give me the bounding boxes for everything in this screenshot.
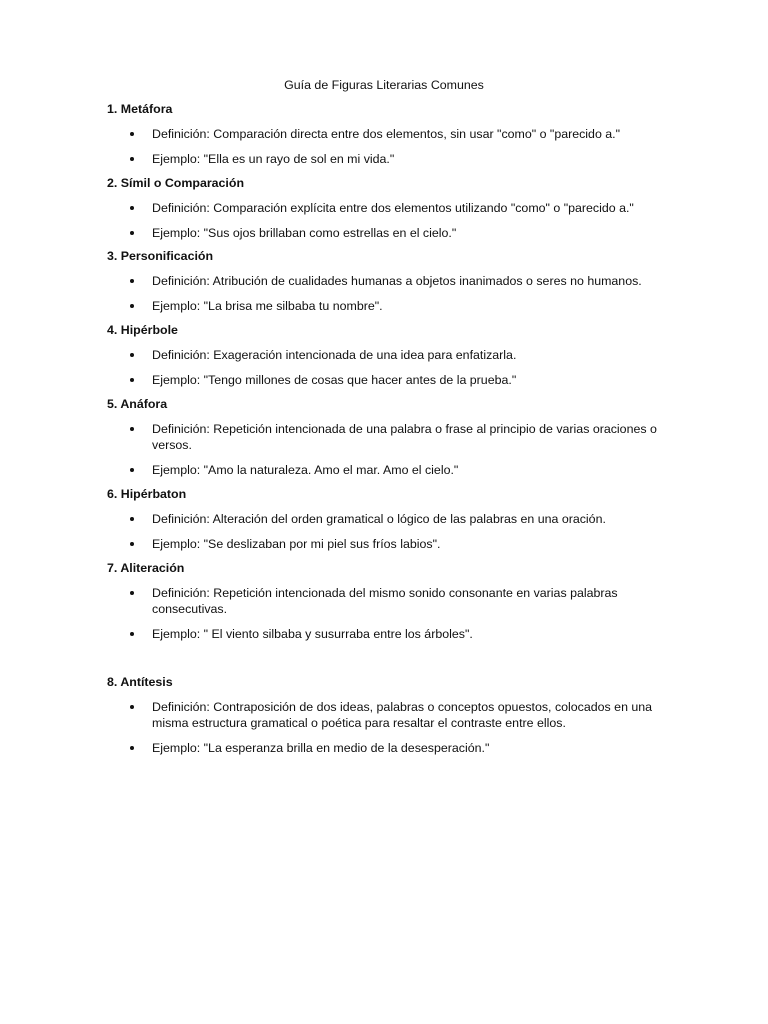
- definition-item: [107, 347, 677, 363]
- example-item: [107, 740, 677, 756]
- section-heading: 2. Símil o Comparación: [107, 176, 245, 190]
- bullet-list: [107, 585, 677, 642]
- section-antitesis: [107, 674, 677, 756]
- bullet-list: [107, 699, 677, 756]
- section-heading: 5. Anáfora: [107, 397, 168, 411]
- section-aliteracion: [107, 560, 677, 642]
- definition-item: [107, 511, 677, 527]
- example-item: [107, 536, 677, 552]
- section-personificacion: [107, 248, 677, 314]
- definition-text: Definición: Exageración intencionada de una idea para enfatizarla.: [152, 348, 517, 362]
- example-text: Ejemplo: " El viento silbaba y susurraba entre los árboles".: [152, 627, 473, 641]
- document-title: Guía de Figuras Literarias Comunes: [284, 78, 484, 92]
- bullet-list: [107, 273, 677, 314]
- definition-text: Definición: Repetición intencionada de una palabra o frase al principio de varias oraciones o versos.: [152, 422, 657, 452]
- section-heading: 7. Aliteración: [107, 561, 185, 575]
- example-item: [107, 462, 677, 478]
- section-hiperbaton: [107, 486, 677, 552]
- bullet-list: [107, 347, 677, 388]
- section-hiperbole: [107, 322, 677, 388]
- section-simil: [107, 175, 677, 241]
- example-item: [107, 298, 677, 314]
- definition-text: Definición: Repetición intencionada del mismo sonido consonante en varias palabras consecutivas.: [152, 586, 618, 616]
- definition-item: [107, 200, 677, 216]
- section-anafora: [107, 396, 677, 478]
- example-item: [107, 626, 677, 642]
- definition-text: Definición: Comparación directa entre dos elementos, sin usar "como" o "parecido a.": [152, 127, 621, 141]
- definition-item: [107, 421, 677, 453]
- section-heading: 6. Hipérbaton: [107, 487, 187, 501]
- bullet-list: [107, 511, 677, 552]
- definition-text: Definición: Comparación explícita entre dos elementos utilizando "como" o "parecido a.": [152, 201, 634, 215]
- definition-item: [107, 699, 677, 731]
- example-text: Ejemplo: "Amo la naturaleza. Amo el mar. Amo el cielo.": [152, 463, 459, 477]
- example-item: [107, 151, 677, 167]
- bullet-list: [107, 126, 677, 167]
- example-text: Ejemplo: "La esperanza brilla en medio de la desesperación.": [152, 741, 490, 755]
- example-text: Ejemplo: "La brisa me silbaba tu nombre".: [152, 299, 383, 313]
- definition-item: [107, 126, 677, 142]
- definition-text: Definición: Alteración del orden gramatical o lógico de las palabras en una oración.: [152, 512, 606, 526]
- example-text: Ejemplo: "Sus ojos brillaban como estrellas en el cielo.": [152, 226, 457, 240]
- section-metafora: [107, 101, 677, 167]
- definition-text: Definición: Atribución de cualidades humanas a objetos inanimados o seres no humanos.: [152, 274, 642, 288]
- section-heading: 1. Metáfora: [107, 102, 173, 116]
- definition-item: [107, 273, 677, 289]
- example-item: [107, 372, 677, 388]
- section-heading: 3. Personificación: [107, 249, 214, 263]
- example-text: Ejemplo: "Ella es un rayo de sol en mi vida.": [152, 152, 395, 166]
- definition-text: Definición: Contraposición de dos ideas, palabras o conceptos opuestos, colocados en una misma estructura gramatical o poética para resaltar el contraste entre ellos.: [152, 700, 653, 730]
- section-heading: 8. Antítesis: [107, 675, 173, 689]
- example-item: [107, 225, 677, 241]
- example-text: Ejemplo: "Tengo millones de cosas que hacer antes de la prueba.": [152, 373, 517, 387]
- definition-item: [107, 585, 677, 617]
- example-text: Ejemplo: "Se deslizaban por mi piel sus fríos labios".: [152, 537, 441, 551]
- bullet-list: [107, 200, 677, 241]
- bullet-list: [107, 421, 677, 478]
- section-heading: 4. Hipérbole: [107, 323, 178, 337]
